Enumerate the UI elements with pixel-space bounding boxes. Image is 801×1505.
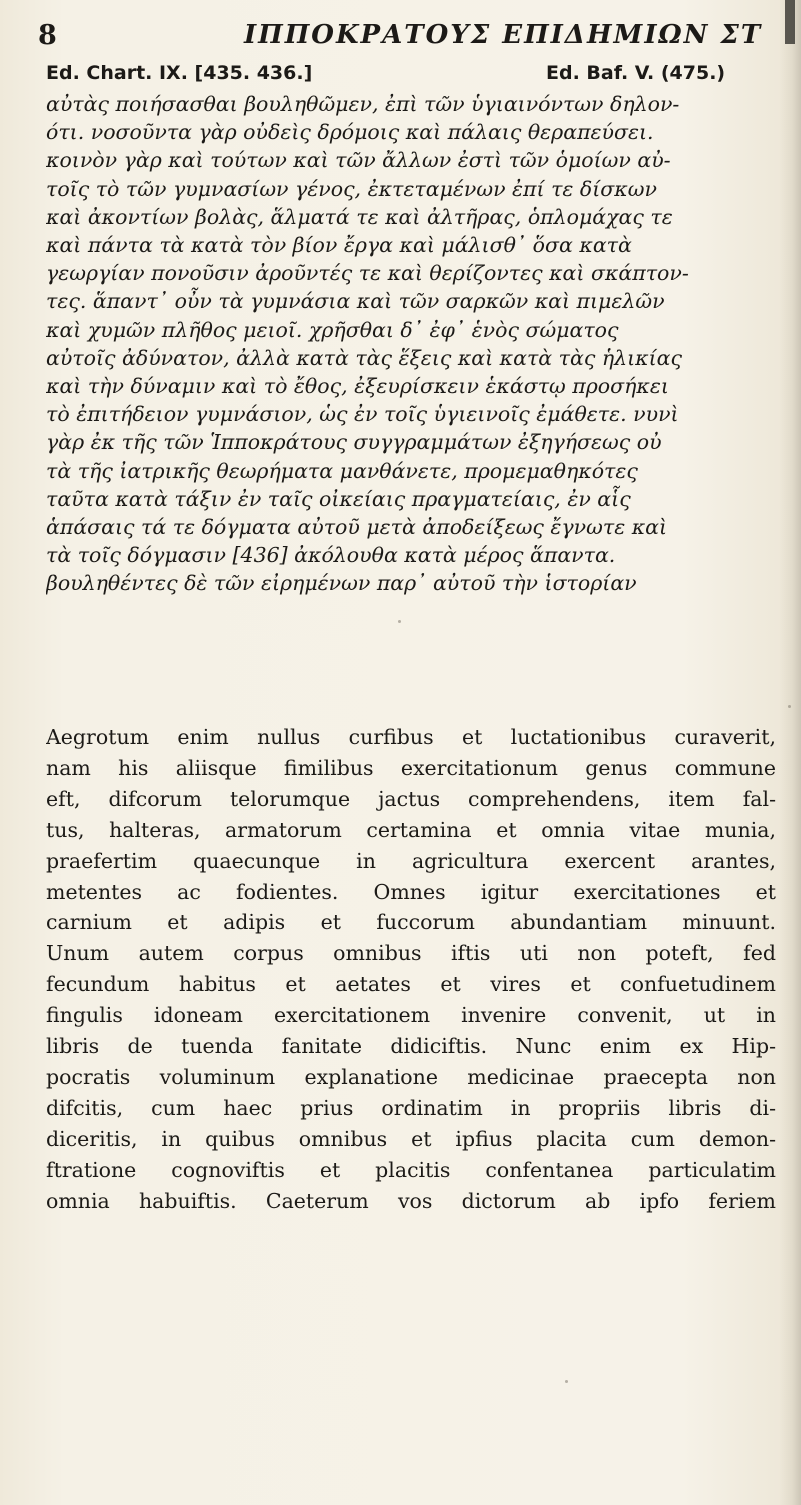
latin-line: carnium et adipis et fuccorum abundantiam minuunt. xyxy=(46,910,776,935)
page-number: 8 xyxy=(38,20,57,51)
latin-line: praefertim quaecunque in agricultura exercent arantes, xyxy=(46,848,776,873)
greek-line: καὶ ἀκοντίων βολὰς, ἅλματά τε καὶ ἀλτῆρας, ὁπλομάχας τε xyxy=(46,204,673,229)
greek-line: καὶ τὴν δύναμιν καὶ τὸ ἔθος, ἐξευρίσκειν ἑκάστῳ προσήκει xyxy=(46,374,669,399)
latin-line: fingulis idoneam exercitationem invenire convenit, ut in xyxy=(46,1003,776,1028)
page-header xyxy=(38,14,778,54)
latin-line: pocratis voluminum explanatione medicinae praecepta non xyxy=(46,1064,776,1089)
greek-line: τὰ τοῖς δόγμασιν [436] ἀκόλουθα κατὰ μέρος ἅπαντα. xyxy=(46,543,616,568)
latin-line: eft, difcorum telorumque jactus comprehendens, item fal- xyxy=(46,786,776,811)
paper-fleck xyxy=(398,620,401,623)
greek-line: αὐτὰς ποιήσασθαι βουληθῶμεν, ἐπὶ τῶν ὑγιαινόντων δηλον- xyxy=(46,92,680,116)
greek-text-block xyxy=(46,90,776,598)
latin-line: nam his aliisque fimilibus exercitationum genus commune xyxy=(46,755,776,780)
greek-line: γεωργίαν πονοῦσιν ἀροῦντές τε καὶ θερίζοντες καὶ σκάπτον- xyxy=(46,261,689,286)
greek-line: ἁπάσαις τά τε δόγματα αὐτοῦ μετὰ ἀποδείξεως ἔγνωτε καὶ xyxy=(46,515,668,540)
latin-line: Aegrotum enim nullus curfibus et luctationibus curaverit, xyxy=(46,725,776,749)
greek-line: ότι. νοσοῦντα γὰρ οὐδεὶς δρόμοις καὶ πάλαις θεραπεύσει. xyxy=(46,120,654,145)
greek-line: βουληθέντες δὲ τῶν εἰρημένων παρ᾽ αὐτοῦ τὴν ἱστορίαν xyxy=(46,571,637,596)
latin-line: omnia habuiftis. Caeterum vos dictorum ab ipfo feriem xyxy=(46,1188,776,1213)
greek-line: κοινὸν γὰρ καὶ τούτων καὶ τῶν ἄλλων ἐστὶ τῶν ὁμοίων αὐ- xyxy=(46,148,671,173)
page-corner-mark xyxy=(785,0,795,44)
latin-text-block xyxy=(46,722,776,1217)
greek-line: τοῖς τὸ τῶν γυμνασίων γένος, ἐκτεταμένων ἐπί τε δίσκων xyxy=(46,176,657,201)
latin-line: Unum autem corpus omnibus iftis uti non poteft, fed xyxy=(46,941,776,966)
latin-line: fecundum habitus et aetates et vires et confuetudinem xyxy=(46,972,776,997)
latin-line: tus, halteras, armatorum certamina et omnia vitae munia, xyxy=(46,817,776,842)
edition-reference-basel: Ed. Baf. V. (475.) xyxy=(546,62,726,84)
greek-line: ταῦτα κατὰ τάξιν ἐν ταῖς οἰκείαις πραγματείαις, ἐν αἷς xyxy=(46,486,631,511)
running-title: ΙΠΠΟΚΡΑΤΟΥΣ ΕΠΙΔΗΜΙΩΝ ΣΤ xyxy=(244,20,763,50)
greek-line: τες. ἅπαντ᾽ οὖν τὰ γυμνάσια καὶ τῶν σαρκῶν καὶ πιμελῶν xyxy=(46,289,665,314)
greek-line: αὐτοῖς ἀδύνατον, ἀλλὰ κατὰ τὰς ἕξεις καὶ κατὰ τὰς ἡλικίας xyxy=(46,345,682,370)
edition-reference-line xyxy=(38,62,778,92)
greek-line: γὰρ ἐκ τῆς τῶν Ἱπποκράτους συγγραμμάτων ἐξηγήσεως οὐ xyxy=(46,430,662,455)
edition-reference-chartier: Ed. Chart. IX. [435. 436.] xyxy=(46,62,313,84)
latin-line: difcitis, cum haec prius ordinatim in propriis libris di- xyxy=(46,1095,776,1120)
page-edge-shadow xyxy=(779,0,801,1505)
latin-line: ftratione cognoviftis et placitis confentanea particulatim xyxy=(46,1157,776,1182)
latin-line: metentes ac fodientes. Omnes igitur exercitationes et xyxy=(46,879,776,904)
paper-fleck xyxy=(565,1380,568,1383)
greek-line: καὶ χυμῶν πλῆθος μειοῖ. χρῆσθαι δ᾽ ἐφ᾽ ἑνὸς σώματος xyxy=(46,317,619,342)
latin-line: diceritis, in quibus omnibus et ipfius placita cum demon- xyxy=(46,1126,776,1151)
greek-line: τὸ ἐπιτήδειον γυμνάσιον, ὡς ἐν τοῖς ὑγιεινοῖς ἐμάθετε. νυνὶ xyxy=(46,402,679,427)
greek-line: τὰ τῆς ἰατρικῆς θεωρήματα μανθάνετε, προμεμαθηκότες xyxy=(46,458,638,483)
latin-line: libris de tuenda fanitate didiciftis. Nunc enim ex Hip- xyxy=(46,1034,776,1059)
greek-line: καὶ πάντα τὰ κατὰ τὸν βίον ἔργα καὶ μάλισθ᾽ ὅσα κατὰ xyxy=(46,233,632,258)
paper-fleck xyxy=(788,705,791,708)
